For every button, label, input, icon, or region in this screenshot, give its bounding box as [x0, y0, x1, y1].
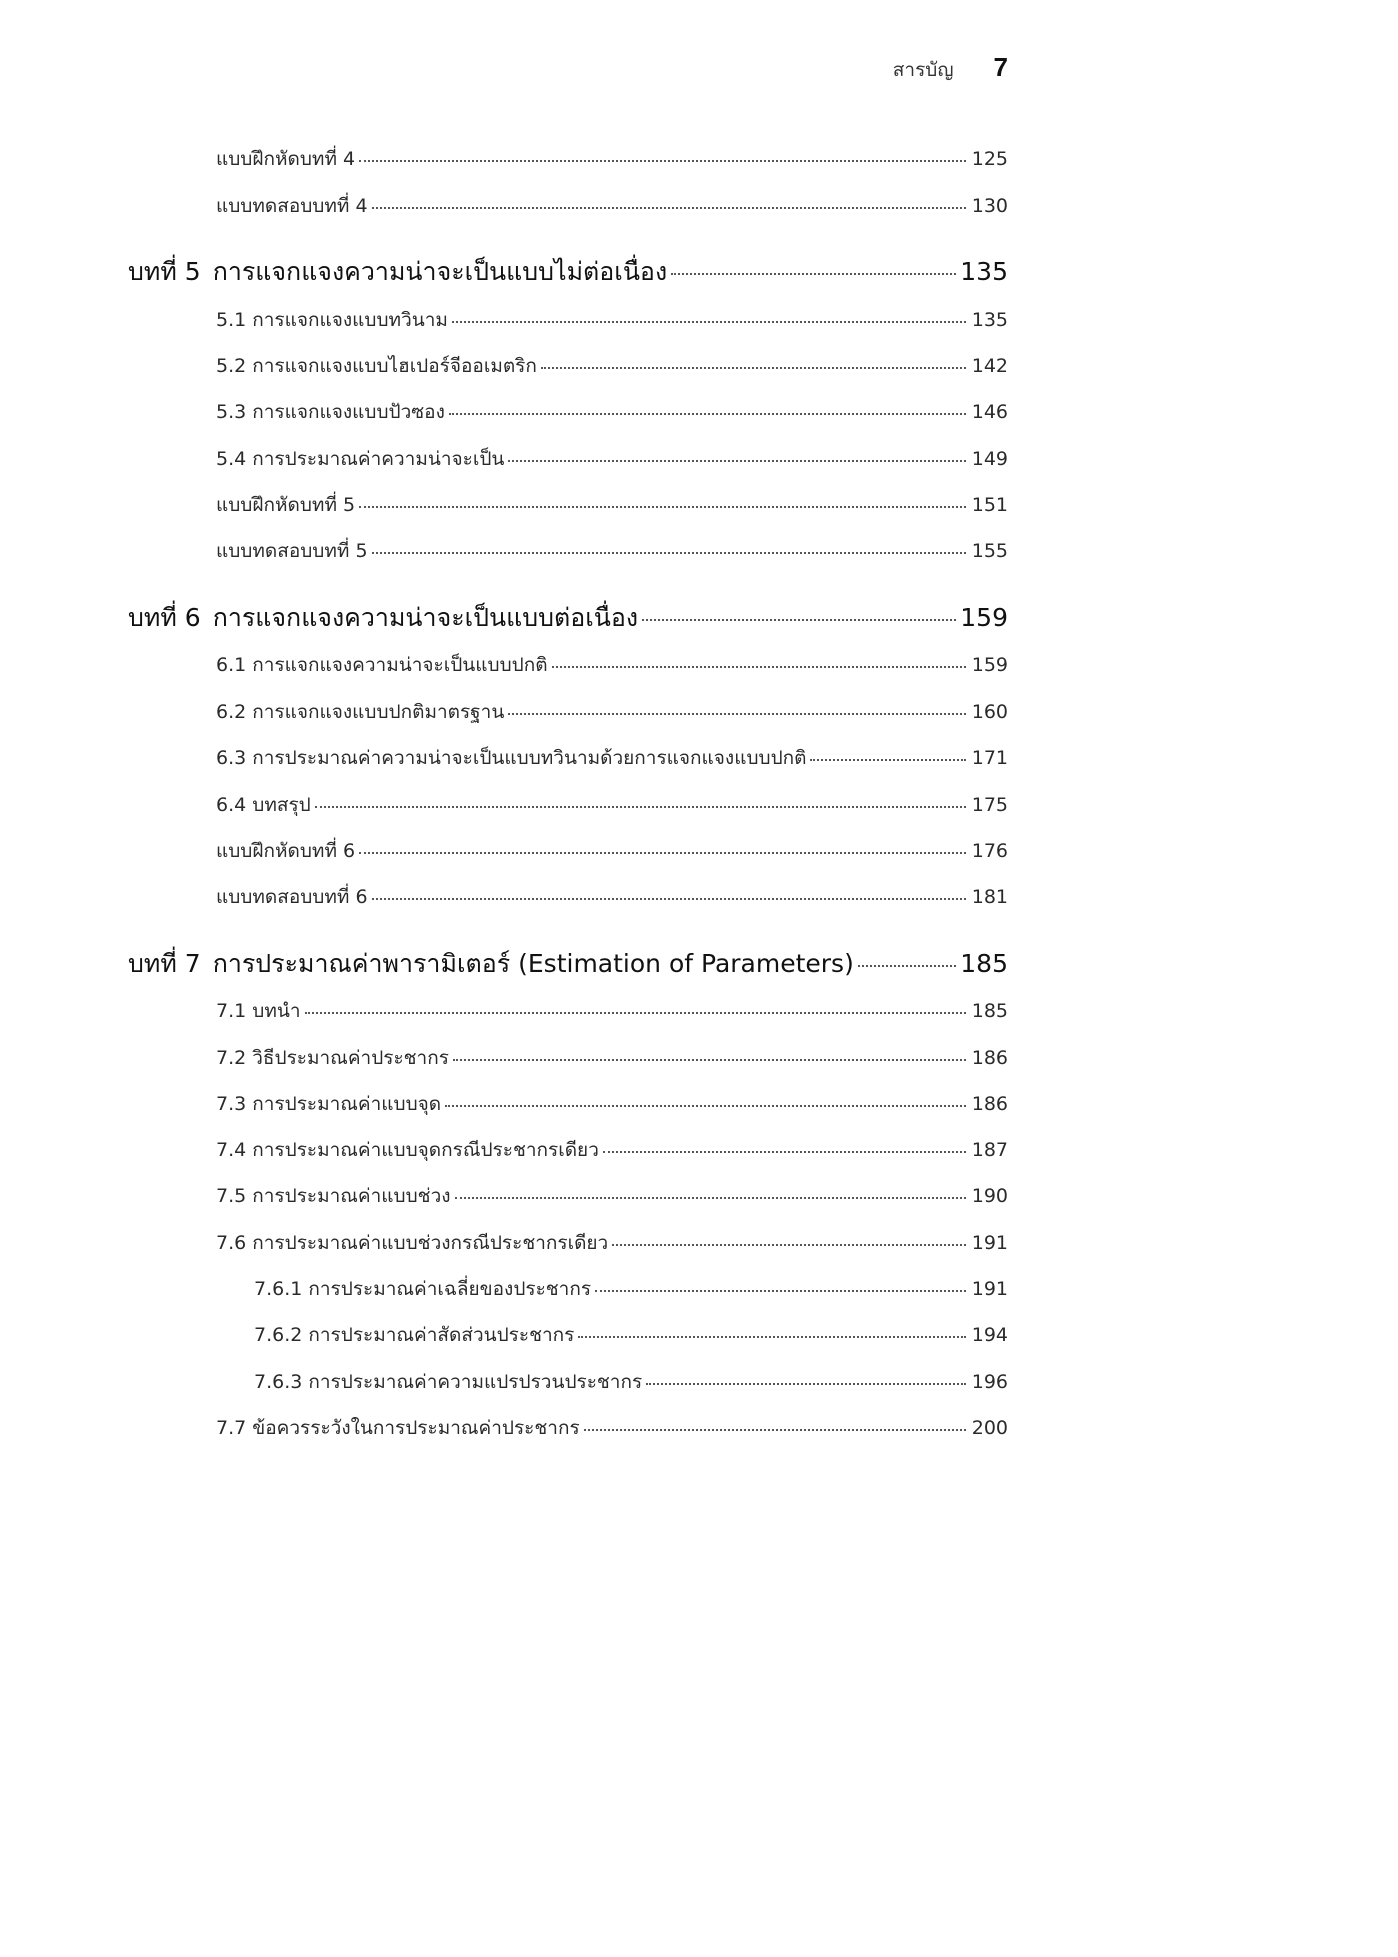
toc-item-page: 186	[971, 1093, 1008, 1115]
toc-item-page: 142	[971, 355, 1008, 377]
dot-leader	[445, 1105, 966, 1107]
dot-leader	[612, 1244, 966, 1246]
toc-subitem-title: 7.6.3 การประมาณค่าความแปรปรวนประชากร	[254, 1371, 643, 1393]
dot-leader	[359, 160, 966, 162]
toc-item-title: 5.2 การแจกแจงแบบไฮเปอร์จีออเมตริก	[216, 355, 537, 377]
toc-item-title: 5.4 การประมาณค่าความน่าจะเป็น	[216, 448, 505, 470]
dot-leader	[508, 713, 966, 715]
toc-subitem[interactable]	[254, 1320, 1008, 1350]
toc-item-page: 185	[971, 1000, 1008, 1022]
toc-subitem-page: 196	[971, 1371, 1008, 1393]
toc-item[interactable]	[216, 650, 1008, 680]
toc-subitem-title: 7.6.2 การประมาณค่าสัดส่วนประชากร	[254, 1324, 575, 1346]
toc-item-title: 7.2 วิธีประมาณค่าประชากร	[216, 1047, 449, 1069]
toc-item-title: 7.3 การประมาณค่าแบบจุด	[216, 1093, 442, 1115]
dot-leader	[359, 506, 966, 508]
toc-item-title: 7.5 การประมาณค่าแบบช่วง	[216, 1185, 451, 1207]
toc-chapter-page: 185	[960, 949, 1008, 978]
dot-leader	[671, 273, 956, 275]
toc-item-page: 130	[971, 195, 1008, 217]
toc-item-title: แบบฝึกหัดบทที่ 5	[216, 494, 356, 516]
toc-item[interactable]	[216, 882, 1008, 912]
toc-item[interactable]	[216, 1043, 1008, 1073]
toc-item[interactable]	[216, 836, 1008, 866]
toc-item-page: 176	[971, 840, 1008, 862]
toc-item[interactable]	[216, 191, 1008, 221]
toc-item-page: 151	[971, 494, 1008, 516]
dot-leader	[552, 666, 966, 668]
toc-item-page: 181	[971, 886, 1008, 908]
dot-leader	[578, 1336, 966, 1338]
toc-chapter-title: การแจกแจงความน่าจะเป็นแบบไม่ต่อเนื่อง	[212, 257, 668, 286]
toc-subitem-page: 191	[971, 1278, 1008, 1300]
toc-item[interactable]	[216, 305, 1008, 335]
toc-item[interactable]	[216, 743, 1008, 773]
toc-item-page: 200	[971, 1417, 1008, 1439]
header-page-number: 7	[993, 52, 1008, 82]
dot-leader	[603, 1151, 966, 1153]
dot-leader	[449, 413, 966, 415]
toc-item-page: 146	[971, 401, 1008, 423]
toc-item-title: 7.6 การประมาณค่าแบบช่วงกรณีประชากรเดียว	[216, 1232, 609, 1254]
toc-item-title: 7.4 การประมาณค่าแบบจุดกรณีประชากรเดียว	[216, 1139, 599, 1161]
toc-chapter[interactable]	[128, 252, 1008, 292]
dot-leader	[541, 367, 966, 369]
chapter-number: บทที่ 7	[128, 949, 201, 978]
toc-item-page: 175	[971, 794, 1008, 816]
dot-leader	[452, 321, 966, 323]
dot-leader	[315, 806, 966, 808]
toc-item-title: 7.7 ข้อควรระวังในการประมาณค่าประชากร	[216, 1417, 580, 1439]
dot-leader	[810, 759, 966, 761]
header-title: สารบัญ	[892, 59, 954, 81]
toc-item-title: แบบทดสอบบทที่ 6	[216, 886, 368, 908]
toc-item-page: 159	[971, 654, 1008, 676]
toc-item-title: 6.3 การประมาณค่าความน่าจะเป็นแบบทวินามด้วยการแจกแจงแบบปกติ	[216, 747, 807, 769]
chapter-number: บทที่ 5	[128, 257, 201, 286]
dot-leader	[595, 1290, 966, 1292]
toc-item[interactable]	[216, 1135, 1008, 1165]
toc-item[interactable]	[216, 397, 1008, 427]
toc-item-page: 155	[971, 540, 1008, 562]
toc-chapter-title: การประมาณค่าพารามิเตอร์ (Estimation of Parameters)	[212, 949, 854, 978]
toc-item-title: 5.3 การแจกแจงแบบปัวซอง	[216, 401, 445, 423]
toc-chapter-title: การแจกแจงความน่าจะเป็นแบบต่อเนื่อง	[212, 603, 639, 632]
toc-item[interactable]	[216, 697, 1008, 727]
dot-leader	[508, 460, 966, 462]
toc-chapter[interactable]	[128, 944, 1008, 984]
toc-item-title: แบบทดสอบบทที่ 4	[216, 195, 368, 217]
toc-item-page: 135	[971, 309, 1008, 331]
dot-leader	[372, 552, 966, 554]
toc-item[interactable]	[216, 996, 1008, 1026]
toc-item-page: 191	[971, 1232, 1008, 1254]
toc-item[interactable]	[216, 144, 1008, 174]
toc-chapter[interactable]	[128, 598, 1008, 638]
dot-leader	[305, 1012, 967, 1014]
toc-item-page: 125	[971, 148, 1008, 170]
toc-item[interactable]	[216, 351, 1008, 381]
toc-item-page: 190	[971, 1185, 1008, 1207]
toc-item[interactable]	[216, 444, 1008, 474]
toc-item-page: 187	[971, 1139, 1008, 1161]
toc-item[interactable]	[216, 490, 1008, 520]
toc-item-title: แบบฝึกหัดบทที่ 6	[216, 840, 356, 862]
dot-leader	[642, 619, 956, 621]
toc-item-title: แบบฝึกหัดบทที่ 4	[216, 148, 356, 170]
toc-item-page: 149	[971, 448, 1008, 470]
toc-subitem-page: 194	[971, 1324, 1008, 1346]
dot-leader	[453, 1059, 966, 1061]
toc-item[interactable]	[216, 790, 1008, 820]
dot-leader	[646, 1383, 966, 1385]
dot-leader	[359, 852, 966, 854]
toc-chapter-page: 159	[960, 603, 1008, 632]
toc-item-page: 160	[971, 701, 1008, 723]
toc-item[interactable]	[216, 1181, 1008, 1211]
toc-chapter-page: 135	[960, 257, 1008, 286]
toc-item[interactable]	[216, 1089, 1008, 1119]
dot-leader	[584, 1429, 966, 1431]
dot-leader	[372, 207, 966, 209]
toc-item-title: 6.4 บทสรุป	[216, 794, 311, 816]
chapter-number: บทที่ 6	[128, 603, 201, 632]
toc-item[interactable]	[216, 1413, 1008, 1443]
toc-subitem-title: 7.6.1 การประมาณค่าเฉลี่ยของประชากร	[254, 1278, 592, 1300]
dot-leader	[858, 965, 956, 967]
dot-leader	[455, 1197, 966, 1199]
toc-item[interactable]	[216, 536, 1008, 566]
toc-item-page: 171	[971, 747, 1008, 769]
toc-item-title: แบบทดสอบบทที่ 5	[216, 540, 368, 562]
toc-item-title: 6.1 การแจกแจงความน่าจะเป็นแบบปกติ	[216, 654, 548, 676]
toc-item-page: 186	[971, 1047, 1008, 1069]
toc-item[interactable]	[216, 1228, 1008, 1258]
toc-item-title: 5.1 การแจกแจงแบบทวินาม	[216, 309, 448, 331]
toc-item-title: 7.1 บทนำ	[216, 1000, 301, 1022]
toc-subitem[interactable]	[254, 1274, 1008, 1304]
toc-item-title: 6.2 การแจกแจงแบบปกติมาตรฐาน	[216, 701, 505, 723]
dot-leader	[372, 898, 966, 900]
toc-subitem[interactable]	[254, 1367, 1008, 1397]
